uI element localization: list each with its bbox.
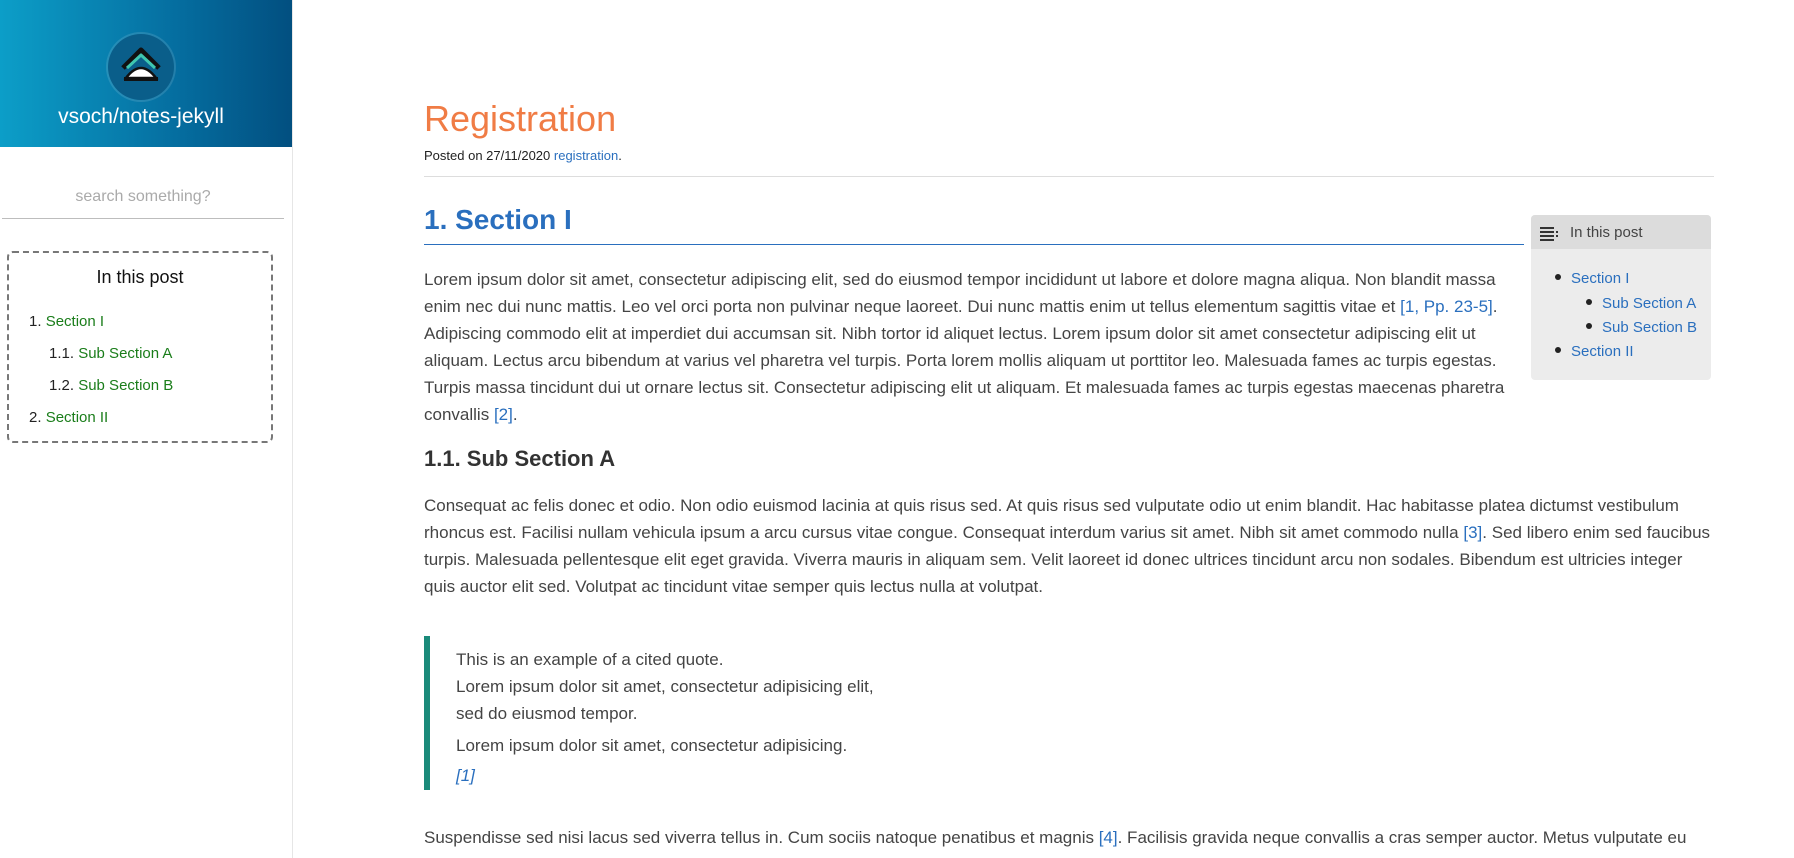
text-line: rhoncus est. Facilisi nullam vehicula ipsum a arcu cursus vitae congue. Consequat interdum varius sit amet. Nibh sit amet commodo nulla (424, 523, 1459, 542)
post-content (424, 0, 1714, 858)
site-header (0, 0, 292, 147)
post-date: Posted on 27/11/2020 (424, 148, 551, 163)
tag-link[interactable]: registration (553, 148, 619, 163)
floating-toc-item (1586, 295, 1696, 312)
citation-link[interactable]: [4] (1098, 828, 1118, 847)
citation-link[interactable]: [1, Pp. 23-5] (1400, 297, 1493, 316)
floating-toc-title: In this post (1570, 224, 1643, 241)
quote-citation-link[interactable]: [1] (456, 766, 475, 785)
citation-link[interactable]: [3] (1463, 523, 1483, 542)
floating-toc-link-sub-a[interactable]: Sub Section A (1602, 295, 1697, 312)
text-line: Suspendisse sed nisi lacus sed viverra tellus in. Cum sociis natoque penatibus et magnis (424, 828, 1094, 847)
divider (424, 176, 1714, 177)
text-fragment: . (1492, 297, 1498, 316)
paragraph-3 (424, 824, 1714, 851)
quote-line: Lorem ipsum dolor sit amet, consectetur adipisicing. (456, 736, 848, 755)
floating-toc (1531, 215, 1711, 380)
toc-link-sub-b[interactable]: Sub Section B (78, 377, 174, 394)
floating-toc-link-sub-b[interactable]: Sub Section B (1602, 319, 1698, 336)
bullet-icon (1586, 299, 1592, 305)
text-fragment: . (512, 405, 518, 424)
section-heading: 1. Section I (424, 204, 1524, 245)
sidebar-toc-item-section-2 (29, 409, 108, 426)
text-line: quis auctor elit sed. Volutpat ac tincidunt vitae semper quis lectus nulla at volutpat. (424, 577, 1043, 596)
blockquote (424, 636, 1024, 790)
paragraph-2 (424, 492, 1714, 600)
meta-period: . (618, 148, 622, 163)
floating-toc-header (1531, 215, 1711, 249)
search-input[interactable] (2, 176, 284, 219)
floating-toc-item (1555, 270, 1629, 287)
post-title: Registration (424, 98, 617, 139)
sidebar (0, 0, 293, 858)
toc-number: 2. (29, 409, 42, 426)
site-title[interactable]: vsoch/notes-jekyll (58, 105, 224, 128)
text-fragment: . Sed libero enim sed faucibus (1482, 523, 1711, 542)
floating-toc-item (1555, 343, 1634, 360)
text-line: Adipiscing commodo elit at imperdiet dui accumsan sit. Nibh tortor id aliquet lectus. Lorem ipsum dolor sit amet consectetur adipiscing elit ut (424, 324, 1476, 343)
floating-toc-link-section-2[interactable]: Section II (1571, 343, 1634, 360)
sidebar-toc (7, 251, 273, 443)
text-line: turpis. Malesuada pellentesque elit eget gravida. Viverra mauris in aliquam sem. Velit laoreet id donec ultrices tincidunt arcu non sodales. Bibendum est ultricies integer (424, 550, 1683, 569)
text-line: aliquam. Lectus arcu bibendum at varius vel pharetra vel turpis. Porta lorem mollis aliquam ut porttitor leo. Malesuada fames ac turpis egestas. (424, 351, 1497, 370)
citation-link[interactable]: [2] (493, 405, 513, 424)
text-line: convallis (424, 405, 490, 424)
sidebar-toc-item-sub-b (49, 377, 173, 394)
text-fragment: . Facilisis gravida neque convallis a cras semper auctor. Metus vulputate eu (1117, 828, 1687, 847)
post-meta (424, 148, 622, 163)
quote-line: This is an example of a cited quote. (456, 650, 724, 669)
toc-number: 1.1. (49, 345, 75, 362)
toc-link-sub-a[interactable]: Sub Section A (78, 345, 173, 362)
floating-toc-link-section-1[interactable]: Section I (1571, 270, 1630, 287)
bullet-icon (1555, 274, 1561, 280)
text-line: Lorem ipsum dolor sit amet, consectetur adipiscing elit, sed do eiusmod tempor incididunt ut labore et dolore magna aliqua. Non blandit massa (424, 270, 1496, 289)
text-line: enim nec dui nunc mattis. Leo vel orci porta non pulvinar neque laoreet. Dui nunc mattis enim ut tellus elementum sagittis vitae et (424, 297, 1396, 316)
text-line: Consequat ac felis donec et odio. Non odio euismod lacinia at quis risus sed. At quis risus sed vulputate odio ut enim blandit. Hac habitasse platea dictumst vestibulum (424, 496, 1679, 515)
bullet-icon (1586, 323, 1592, 329)
quote-line: sed do eiusmod tempor. (456, 704, 638, 723)
toc-link-section-2[interactable]: Section II (45, 409, 109, 426)
floating-toc-item (1586, 319, 1697, 336)
sidebar-toc-item-section-1 (29, 313, 104, 330)
sidebar-toc-item-sub-a (49, 345, 172, 362)
list-icon (1540, 227, 1560, 246)
toc-link-section-1[interactable]: Section I (45, 313, 105, 330)
subsection-heading: 1.1. Sub Section A (424, 446, 616, 471)
text-line: Turpis massa tincidunt dui ut ornare lectus sit. Consectetur adipiscing elit ut aliquam. Et malesuada fames ac turpis egestas maecenas pharetra (424, 378, 1505, 397)
sidebar-toc-title: In this post (96, 267, 184, 287)
bullet-icon (1555, 347, 1561, 353)
toc-number: 1.2. (49, 377, 75, 394)
site-logo-icon[interactable] (108, 34, 174, 100)
quote-line: Lorem ipsum dolor sit amet, consectetur adipisicing elit, (456, 677, 874, 696)
paragraph-1 (424, 266, 1544, 428)
toc-number: 1. (29, 313, 42, 330)
